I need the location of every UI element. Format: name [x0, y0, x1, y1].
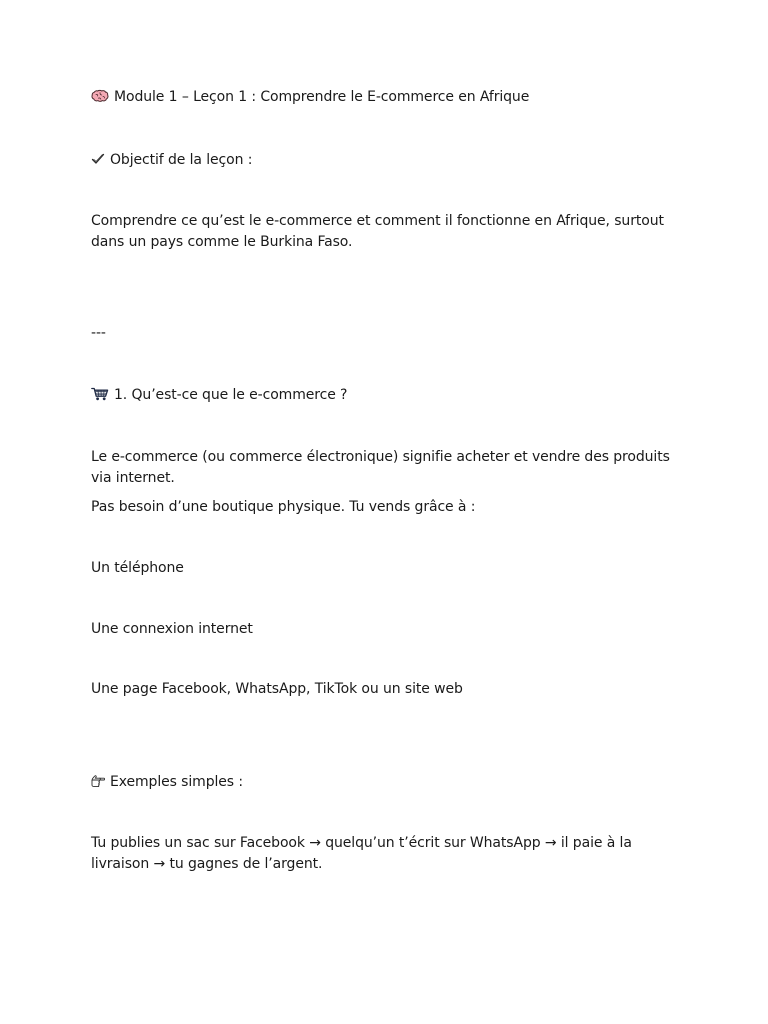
intro-paragraph: Pas besoin d’une boutique physique. Tu vends grâce à :	[91, 499, 476, 515]
pointing-hand-icon	[91, 774, 105, 788]
section-heading	[91, 385, 681, 406]
examples-heading	[91, 772, 681, 793]
list-item-social-page: Une page Facebook, WhatsApp, TikTok ou un site web	[91, 681, 463, 697]
lesson-title-text: Module 1 – Leçon 1 : Comprendre le E-commerce en Afrique	[114, 89, 530, 105]
separator: ---	[91, 325, 106, 341]
section-heading-text: 1. Qu’est-ce que le e-commerce ?	[114, 387, 348, 403]
list-item-phone: Un téléphone	[91, 560, 184, 576]
examples-heading-text: Exemples simples :	[110, 774, 243, 790]
list-item-internet: Une connexion internet	[91, 621, 253, 637]
objective-heading-text: Objectif de la leçon :	[110, 152, 253, 168]
brain-icon	[91, 89, 109, 103]
lesson-title	[91, 87, 681, 108]
objective-heading	[91, 150, 681, 171]
check-mark-icon	[91, 152, 105, 166]
example-paragraph: Tu publies un sac sur Facebook → quelqu’un t’écrit sur WhatsApp → il paie à la livraison → tu gagnes de l’argent.	[91, 835, 632, 872]
definition-paragraph: Le e-commerce (ou commerce électronique) signifie acheter et vendre des produits via internet.	[91, 449, 670, 486]
objective-text: Comprendre ce qu’est le e-commerce et comment il fonctionne en Afrique, surtout dans un pays comme le Burkina Faso.	[91, 213, 664, 250]
shopping-cart-icon	[91, 387, 109, 401]
